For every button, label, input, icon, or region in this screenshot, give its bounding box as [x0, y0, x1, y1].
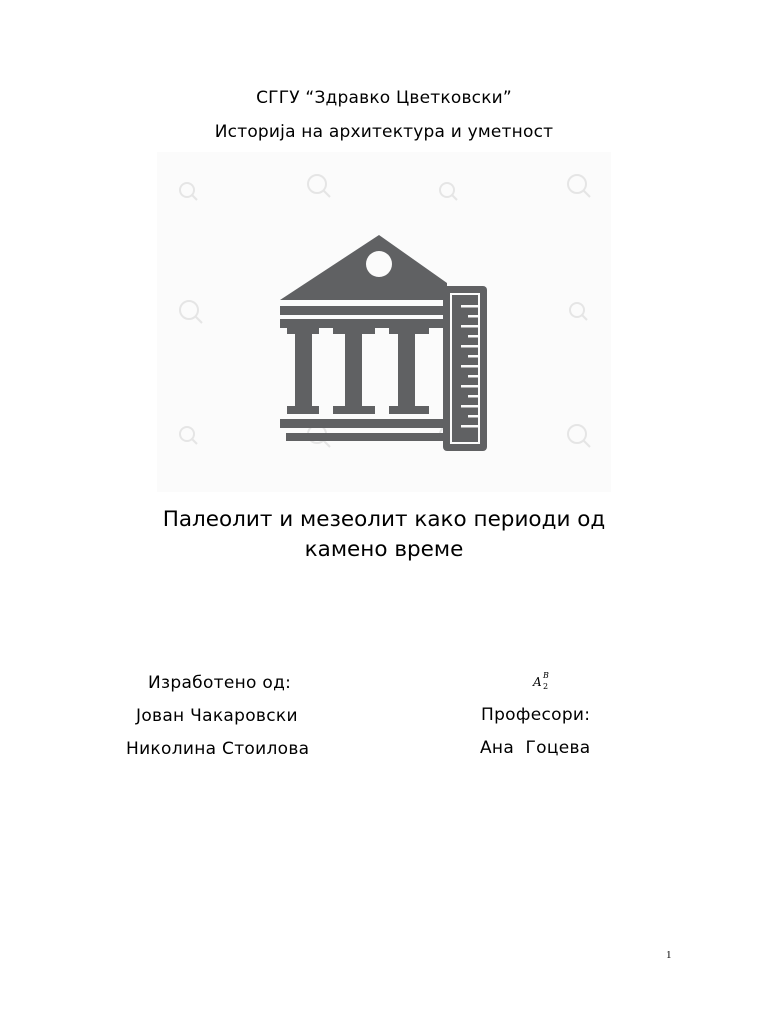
pediment-window: [366, 251, 392, 277]
page-number: 1: [666, 949, 672, 961]
authors-heading: Изработено од:: [148, 673, 292, 693]
title-line-1: Палеолит и мезеолит како периоди од: [162, 507, 606, 532]
professors-heading: Професори:: [481, 705, 591, 725]
math-formula: [533, 671, 555, 693]
classical-building-with-ruler-icon: [157, 152, 611, 492]
author-name: Јован Чакаровски: [136, 706, 298, 726]
title-line-2: камено време: [304, 537, 464, 562]
author-name: Николина Стоилова: [126, 739, 310, 759]
course-subject: Историја на архитектура и уметност: [214, 122, 554, 142]
professor-name: Ана Гоцева: [480, 738, 591, 758]
formula-subscript: 2: [543, 682, 549, 691]
ruler-icon: [443, 286, 487, 451]
document-title: [0, 505, 768, 565]
school-name: СГГУ “Здравко Цветковски”: [256, 88, 512, 108]
formula-superscript: B: [543, 671, 549, 680]
building-icon: [280, 235, 447, 441]
formula-base: A: [533, 675, 542, 689]
cover-image: [157, 152, 611, 492]
